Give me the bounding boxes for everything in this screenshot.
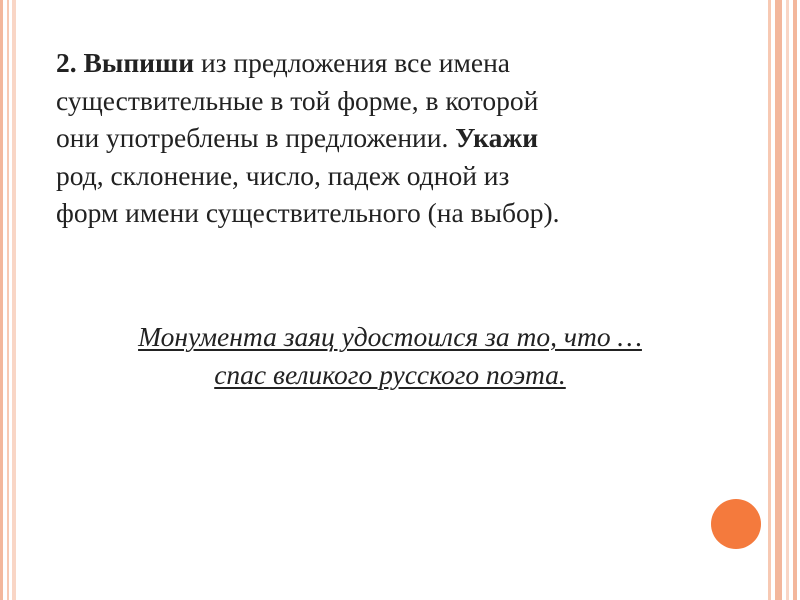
example-line-2-text: спас великого русского поэта. [214,358,566,390]
left-stripe-decoration [12,0,16,600]
task-line-1-rest: из предложения все имена [200,47,510,78]
task-line-3-start: они употреблены в предложении. [56,122,449,153]
task-line-1 [56,44,736,82]
right-stripe-decoration [793,0,797,600]
task-text [56,44,736,232]
right-stripe-decoration [786,0,789,600]
task-verb-write-out: Выпиши [83,47,195,78]
right-stripe-decoration [775,0,782,600]
left-stripe-decoration [7,0,9,600]
left-stripe-decoration [0,0,3,600]
example-sentence [40,318,740,393]
task-line-3 [56,119,736,157]
example-line-2 [40,356,740,394]
task-line-4: род, склонение, число, падеж одной из [56,159,510,191]
right-stripe-decoration [768,0,771,600]
task-verb-indicate: Укажи [455,122,539,153]
example-line-1-text: Монумента заяц удостоился за то, что … [138,321,642,352]
example-line-1 [40,318,740,356]
orange-circle-decoration [711,499,761,549]
task-number: 2. [56,47,77,78]
task-line-5: форм имени существительного (на выбор). [56,197,560,228]
task-line-2: существительные в той форме, в которой [56,84,539,116]
